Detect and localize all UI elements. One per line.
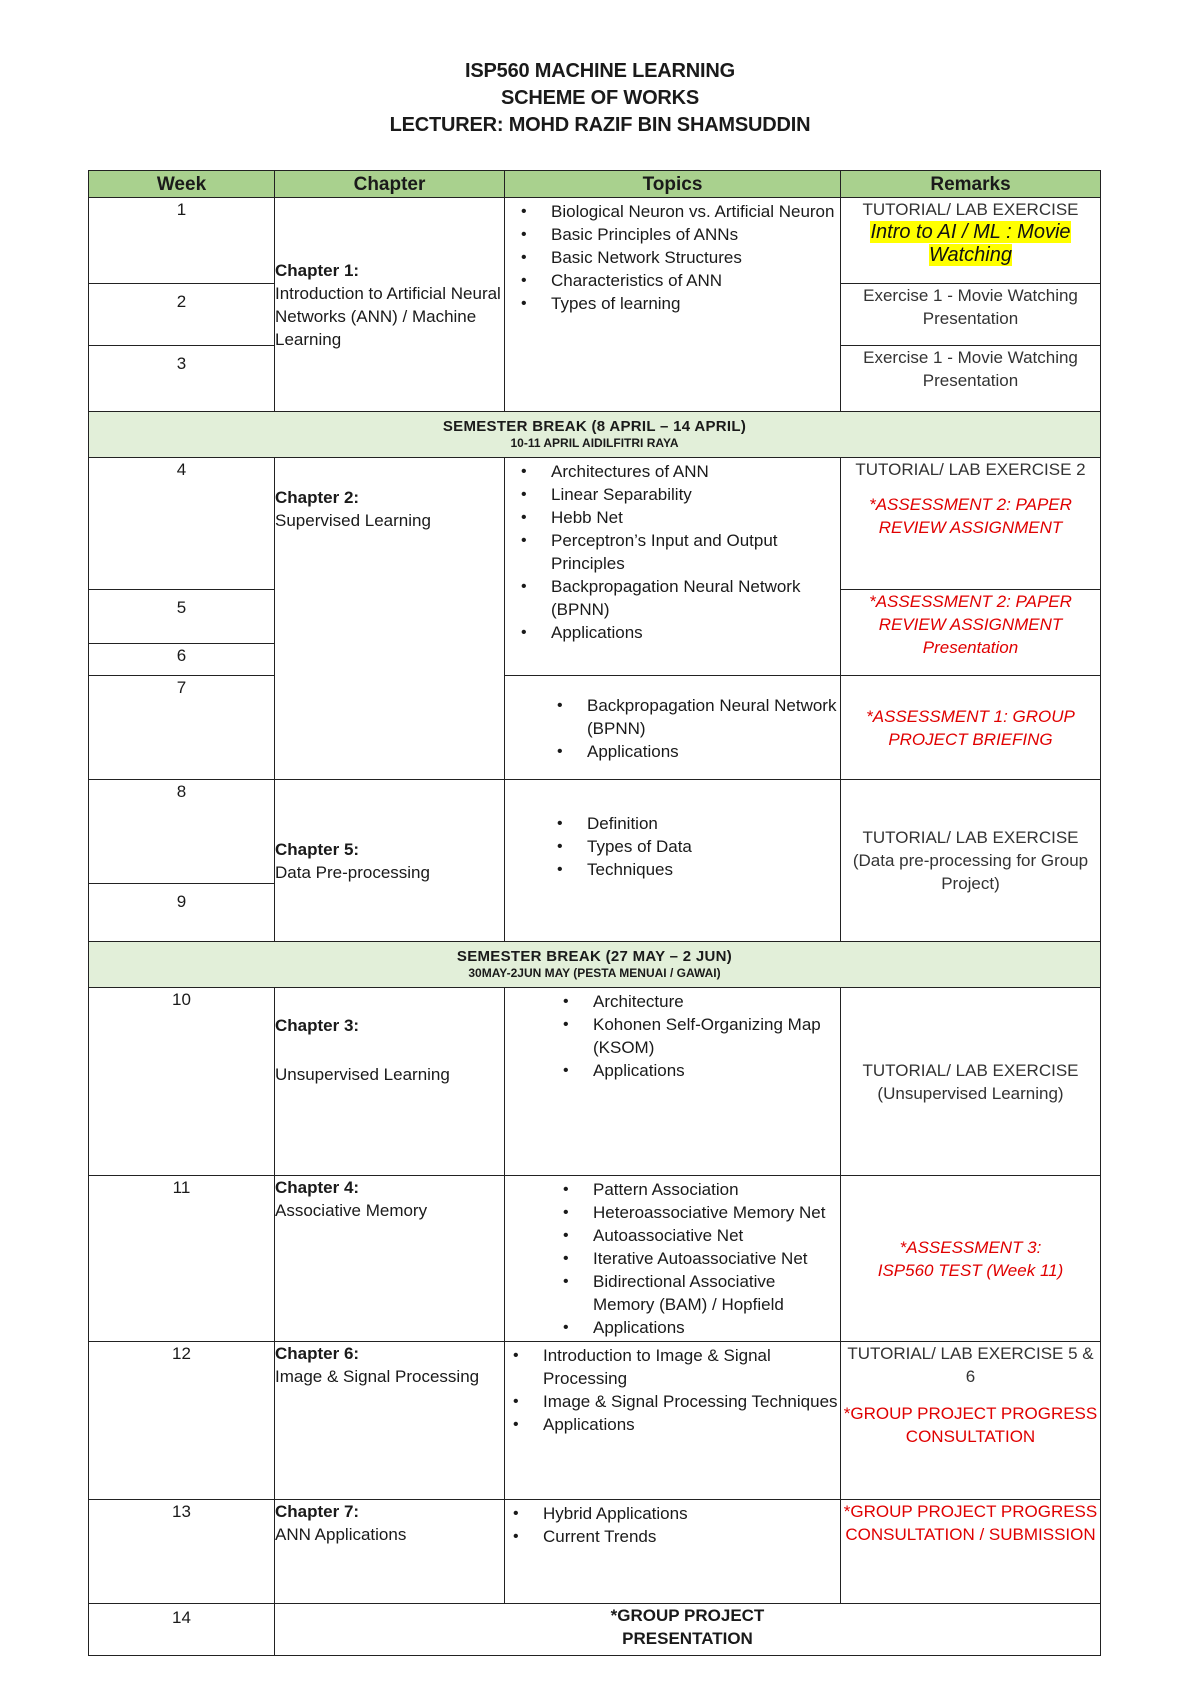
remarks-cell <box>841 988 1101 1176</box>
header-remarks: Remarks <box>841 171 1101 198</box>
chapter-cell <box>275 198 505 412</box>
list-item: • Iterative Autoassociative Net <box>593 1247 840 1270</box>
topics-list <box>505 694 840 763</box>
table-row <box>89 988 1101 1176</box>
chapter-cell <box>275 988 505 1176</box>
chapter-title: Chapter 6: <box>275 1344 360 1363</box>
week-cell: 8 <box>89 780 275 884</box>
list-item: • Techniques <box>587 858 840 881</box>
assessment-remark-note: ISP560 TEST (Week 11) <box>877 1260 1064 1280</box>
week-cell: 12 <box>89 1342 275 1500</box>
chapter-title: Chapter 3: <box>275 1016 360 1035</box>
table-row <box>89 1604 1101 1656</box>
assessment-remark: *ASSESSMENT 2: PAPER REVIEW ASSIGNMENT <box>869 592 1072 634</box>
course-title: ISP560 MACHINE LEARNING <box>465 60 735 82</box>
list-item: • Definition <box>587 812 840 835</box>
assessment-remark: *ASSESSMENT 1: GROUP PROJECT BRIEFING <box>866 706 1075 749</box>
chapter-cell <box>275 1176 505 1342</box>
chapter-cell <box>275 1500 505 1604</box>
chapter-subtitle: Unsupervised Learning <box>275 1065 450 1084</box>
list-item: • Linear Separability <box>551 483 840 506</box>
remarks-cell <box>841 1342 1101 1500</box>
table-header-row <box>89 171 1101 198</box>
week-cell: 1 <box>89 198 275 284</box>
list-item: • Backpropagation Neural Network (BPNN) <box>551 575 840 621</box>
final-text: PRESENTATION <box>622 1629 753 1648</box>
assessment-remark: *ASSESSMENT 2: PAPER REVIEW ASSIGNMENT <box>869 495 1072 537</box>
highlighted-remark: Intro to AI / ML : Movie Watching <box>870 221 1071 266</box>
semester-break-row <box>89 412 1101 458</box>
topics-cell <box>505 988 841 1176</box>
table-row <box>89 1500 1101 1604</box>
remark-note: (Unsupervised Learning) <box>877 1083 1064 1103</box>
topics-list <box>505 1178 840 1339</box>
list-item: • Biological Neuron vs. Artificial Neuron <box>551 200 840 223</box>
remark-text: TUTORIAL/ LAB EXERCISE <box>862 200 1079 219</box>
remarks-cell <box>841 1500 1101 1604</box>
list-item: • Basic Principles of ANNs <box>551 223 840 246</box>
list-item: • Basic Network Structures <box>551 246 840 269</box>
week-cell: 10 <box>89 988 275 1176</box>
remark-text: TUTORIAL/ LAB EXERCISE 5 & 6 <box>847 1344 1094 1386</box>
semester-break-cell <box>89 942 1101 988</box>
list-item: • Applications <box>543 1413 840 1436</box>
table-row <box>89 198 1101 284</box>
list-item: • Perceptron’s Input and Output Principles <box>551 529 840 575</box>
header-chapter: Chapter <box>275 171 505 198</box>
week-cell: 13 <box>89 1500 275 1604</box>
assessment-remark: *ASSESSMENT 3: <box>899 1237 1042 1257</box>
table-row <box>89 676 1101 780</box>
topics-list <box>505 1344 840 1436</box>
assessment-remark-note: Presentation <box>922 638 1019 657</box>
topics-cell <box>505 1342 841 1500</box>
list-item: • Applications <box>551 621 840 644</box>
week-cell: 6 <box>89 644 275 676</box>
remarks-cell <box>841 780 1101 942</box>
remarks-cell <box>841 458 1101 590</box>
list-item: • Architecture <box>593 990 840 1013</box>
remarks-cell <box>841 676 1101 780</box>
list-item: • Pattern Association <box>593 1178 840 1201</box>
table-row <box>89 1176 1101 1342</box>
semester-break-cell <box>89 412 1101 458</box>
consultation-remark: *GROUP PROJECT PROGRESS CONSULTATION / SUBMISSION <box>843 1502 1098 1544</box>
list-item: • Types of learning <box>551 292 840 315</box>
consultation-remark: *GROUP PROJECT PROGRESS CONSULTATION <box>843 1404 1098 1446</box>
semester-break-note: 10-11 APRIL AIDILFITRI RAYA <box>510 435 679 450</box>
chapter-title: Chapter 4: <box>275 1178 360 1197</box>
chapter-subtitle: Data Pre-processing <box>275 862 430 882</box>
week-cell: 3 <box>89 346 275 412</box>
week-cell: 2 <box>89 284 275 346</box>
topics-cell <box>505 676 841 780</box>
list-item: • Hebb Net <box>551 506 840 529</box>
remarks-cell: Exercise 1 - Movie Watching Presentation <box>841 346 1101 412</box>
list-item: • Backpropagation Neural Network (BPNN) <box>587 694 840 740</box>
chapter-cell <box>275 1342 505 1500</box>
list-item: • Image & Signal Processing Techniques <box>543 1390 840 1413</box>
week-cell: 14 <box>89 1604 275 1656</box>
header-topics: Topics <box>505 171 841 198</box>
remarks-cell <box>841 198 1101 284</box>
list-item: • Autoassociative Net <box>593 1224 840 1247</box>
remarks-cell: Exercise 1 - Movie Watching Presentation <box>841 284 1101 346</box>
topics-cell <box>505 198 841 412</box>
header-week: Week <box>89 171 275 198</box>
chapter-subtitle: Associative Memory <box>275 1201 428 1220</box>
semester-break-row <box>89 942 1101 988</box>
topics-list <box>505 990 840 1082</box>
list-item: • Applications <box>587 740 840 763</box>
topics-list <box>505 812 840 881</box>
remark-text: TUTORIAL/ LAB EXERCISE <box>862 1060 1079 1080</box>
remarks-cell <box>841 1176 1101 1342</box>
topics-cell <box>505 1500 841 1604</box>
list-item: • Applications <box>593 1316 840 1339</box>
list-item: • Applications <box>593 1059 840 1082</box>
chapter-title: Chapter 5: <box>275 839 360 859</box>
list-item: • Heteroassociative Memory Net <box>593 1201 840 1224</box>
chapter-title: Chapter 7: <box>275 1502 360 1521</box>
list-item: • Hybrid Applications <box>543 1502 840 1525</box>
topics-cell <box>505 458 841 676</box>
list-item: • Introduction to Image & Signal Processing <box>543 1344 840 1390</box>
week-cell: 4 <box>89 458 275 590</box>
document-header <box>0 58 1200 139</box>
week-cell: 11 <box>89 1176 275 1342</box>
chapter-subtitle: Image & Signal Processing <box>275 1367 480 1386</box>
chapter-cell <box>275 458 505 780</box>
table-row <box>89 458 1101 590</box>
list-item: • Current Trends <box>543 1525 840 1548</box>
semester-break-title: SEMESTER BREAK (27 MAY – 2 JUN) <box>456 947 733 965</box>
final-presentation-cell <box>275 1604 1101 1656</box>
topics-list <box>505 460 840 644</box>
chapter-subtitle: Supervised Learning <box>275 511 431 530</box>
scheme-of-works-table <box>88 170 1101 1656</box>
chapter-subtitle: Introduction to Artificial Neural Networks (ANN) / Machine Learning <box>275 283 501 349</box>
chapter-title: Chapter 2: <box>275 488 360 507</box>
chapter-subtitle: ANN Applications <box>275 1525 407 1544</box>
remarks-cell <box>841 590 1101 676</box>
topics-cell <box>505 1176 841 1342</box>
list-item: • Bidirectional Associative Memory (BAM) / Hopfield <box>593 1270 840 1316</box>
document-title: SCHEME OF WORKS <box>500 87 700 109</box>
chapter-title: Chapter 1: <box>275 260 360 280</box>
remark-text: TUTORIAL/ LAB EXERCISE <box>862 828 1079 847</box>
week-cell: 7 <box>89 676 275 780</box>
table-row <box>89 780 1101 884</box>
remark-text: TUTORIAL/ LAB EXERCISE 2 <box>855 460 1086 479</box>
list-item: • Types of Data <box>587 835 840 858</box>
list-item: • Architectures of ANN <box>551 460 840 483</box>
topics-list <box>505 200 840 315</box>
lecturer-name: LECTURER: MOHD RAZIF BIN SHAMSUDDIN <box>389 114 811 136</box>
table-row <box>89 1342 1101 1500</box>
final-text: *GROUP PROJECT <box>610 1606 765 1625</box>
list-item: • Kohonen Self-Organizing Map (KSOM) <box>593 1013 840 1059</box>
chapter-cell <box>275 780 505 942</box>
week-cell: 5 <box>89 590 275 644</box>
semester-break-note: 30MAY-2JUN MAY (PESTA MENUAI / GAWAI) <box>468 965 721 980</box>
semester-break-title: SEMESTER BREAK (8 APRIL – 14 APRIL) <box>442 417 747 435</box>
week-cell: 9 <box>89 884 275 942</box>
topics-list <box>505 1502 840 1548</box>
remark-note: (Data pre-processing for Group Project) <box>852 851 1089 893</box>
list-item: • Characteristics of ANN <box>551 269 840 292</box>
topics-cell <box>505 780 841 942</box>
